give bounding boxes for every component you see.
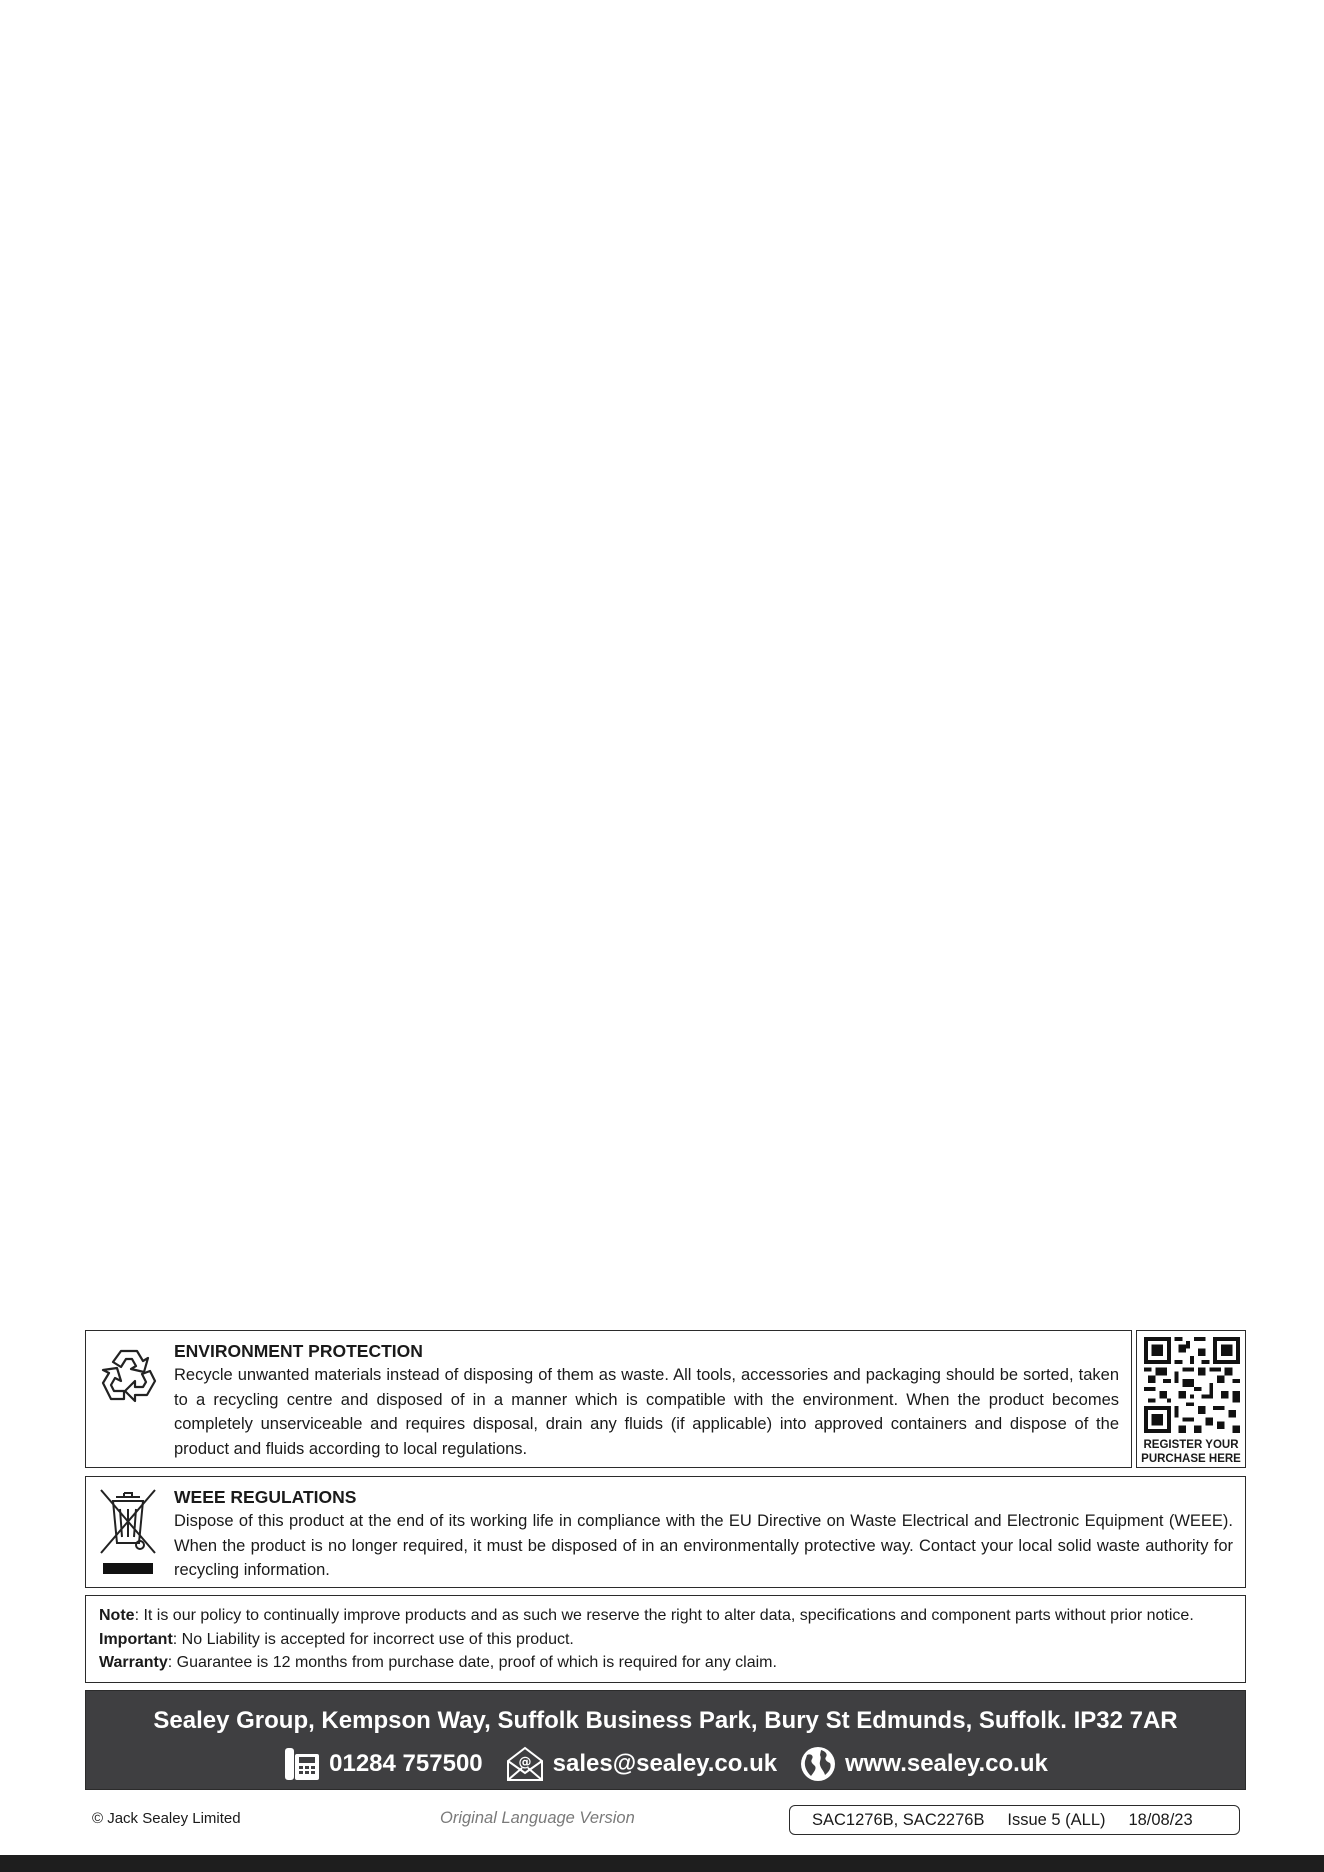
email-icon (505, 1745, 545, 1783)
notes-section (85, 1595, 1246, 1683)
page-bottom-bar (0, 1855, 1324, 1872)
weee-body: Dispose of this product at the end of its working life in compliance with the EU Directive on Waste Electrical and Electronic Equipment (WEEE). When the product is no longer required, it must be disposed of in an environmentally protective way. Contact your local solid waste authority for recycling information. (174, 1512, 1233, 1579)
important-label: Important (99, 1630, 173, 1648)
weee-regulations-section (85, 1476, 1246, 1588)
important-text: : No Liability is accepted for incorrect use of this product. (172, 1630, 574, 1648)
warranty-line (99, 1651, 1233, 1675)
environment-body: Recycle unwanted materials instead of disposing of them as waste. All tools, accessories and packaging should be sorted, taken to a recycling centre and disposed of in a manner which is compatible with the environment. When the product becomes completely unserviceable and requires disposal, drain any fluids (if applicable) into approved containers and dispose of the product and fluids according to local regulations. (174, 1366, 1119, 1458)
phone-number: 01284 757500 (329, 1750, 483, 1777)
issue-date: 18/08/23 (1128, 1810, 1193, 1829)
note-line (99, 1604, 1233, 1628)
phone-contact[interactable] (283, 1745, 483, 1783)
register-purchase-qr[interactable] (1136, 1330, 1246, 1468)
weee-heading: WEEE REGULATIONS (174, 1487, 357, 1507)
qr-code-icon (1144, 1337, 1240, 1433)
email-contact[interactable] (505, 1745, 777, 1783)
website-url: www.sealey.co.uk (845, 1750, 1048, 1777)
important-line (99, 1628, 1233, 1652)
issue-number: Issue 5 (ALL) (1007, 1810, 1106, 1829)
contact-banner (85, 1690, 1246, 1790)
company-address: Sealey Group, Kempson Way, Suffolk Business Park, Bury St Edmunds, Suffolk. IP32 7AR (153, 1707, 1178, 1734)
environment-protection-section (85, 1330, 1132, 1468)
globe-icon (799, 1745, 837, 1783)
environment-heading: ENVIRONMENT PROTECTION (174, 1341, 423, 1361)
model-numbers: SAC1276B, SAC2276B (812, 1810, 985, 1829)
crossed-bin-icon (98, 1487, 158, 1579)
recycle-icon (96, 1345, 162, 1411)
warranty-text: : Guarantee is 12 months from purchase date, proof of which is required for any claim. (167, 1654, 777, 1671)
note-label: Note (99, 1607, 135, 1624)
phone-icon (283, 1745, 321, 1783)
note-text: : It is our policy to continually improve products and as such we reserve the right to alter data, specifications and component parts without prior notice. (134, 1607, 1194, 1624)
website-contact[interactable] (799, 1745, 1048, 1783)
email-address: sales@sealey.co.uk (552, 1750, 778, 1777)
language-version: Original Language Version (440, 1809, 635, 1827)
svg-text:@: @ (518, 1755, 532, 1770)
qr-caption-line1: REGISTER YOUR (1143, 1439, 1239, 1451)
warranty-label: Warranty (99, 1654, 168, 1671)
copyright-text: © Jack Sealey Limited (92, 1810, 241, 1827)
document-reference (789, 1805, 1240, 1835)
qr-caption-line2: PURCHASE HERE (1141, 1453, 1241, 1465)
